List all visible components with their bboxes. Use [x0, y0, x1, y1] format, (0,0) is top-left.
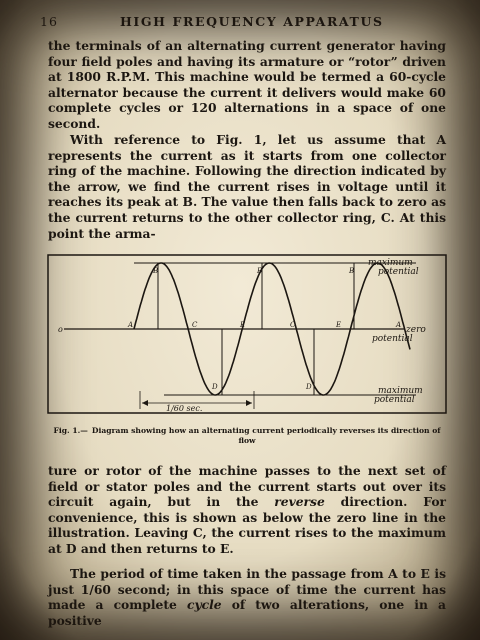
paragraph-1: the terminals of an alternating current generator having four field poles and having its armature or “rotor” driven at 1800 R.P.M. This machine would be termed a 60-cycle alternator because the current it delivers would make 60 complete cycles or 120 alternations in a space of one second.	[48, 38, 446, 131]
label-max-top-2: potential	[378, 267, 419, 277]
label-max-top: maximum	[368, 258, 413, 268]
label-b2: B	[257, 267, 263, 275]
label-a: A	[128, 321, 134, 329]
label-b: B	[153, 267, 159, 275]
running-title: HIGH FREQUENCY APPARATUS	[120, 14, 384, 29]
paragraph-4	[48, 566, 446, 628]
label-e: E	[240, 321, 246, 329]
paragraph-2-text: With reference to Fig. 1, let us assume that A represents the current as it starts from one collector ring of the machine. Following the direction indicated by the arrow, we find the current rises in voltage until it reaches its peak at B. The value then falls back to zero as the current returns to the other collector ring, C. At this point the arma-	[48, 132, 446, 241]
paragraph-4-b: of two alterations, one in a positive	[48, 597, 446, 628]
label-d2: D	[306, 383, 312, 391]
label-e2: E	[336, 321, 342, 329]
page-number: 16	[40, 14, 58, 29]
label-d: D	[212, 383, 218, 391]
figure-caption	[48, 426, 446, 446]
paragraph-4-a: The period of time taken in the passage from A to E is just 1/60 second; in this space of time the current has made a complete	[48, 566, 446, 613]
origin-label: o	[58, 325, 63, 334]
paragraph-3-emphasis: reverse	[274, 494, 325, 510]
paragraph-3-a: ture or rotor of the machine passes to the next set of field or stator poles and the current starts out over its circuit again, but in the	[48, 463, 446, 510]
label-zero-2: potential	[372, 334, 413, 344]
paragraph-2	[48, 132, 446, 241]
label-max-bottom: maximum	[378, 386, 423, 396]
page-header	[40, 12, 444, 34]
label-a2: A	[396, 321, 402, 329]
caption-text: Diagram showing how an alternating current periodically reverses its direction of flow	[91, 426, 441, 445]
sine-wave-figure	[44, 253, 450, 417]
paragraph-3	[48, 463, 446, 557]
label-b3: B	[349, 267, 355, 275]
label-c: C	[192, 321, 198, 329]
paragraph-4-emphasis: cycle	[186, 597, 222, 613]
label-zero: zero	[406, 325, 426, 335]
caption-label: Fig. 1.—	[53, 426, 88, 435]
label-max-bottom-2: potential	[374, 395, 415, 405]
label-period: 1/60 sec.	[166, 404, 203, 413]
label-c2: C	[290, 321, 296, 329]
paragraph-3-b: direction. For convenience, this is shown as below the zero line in the illustration. Leaving C, the current rises to the maximum at D and then returns to E.	[48, 494, 446, 556]
